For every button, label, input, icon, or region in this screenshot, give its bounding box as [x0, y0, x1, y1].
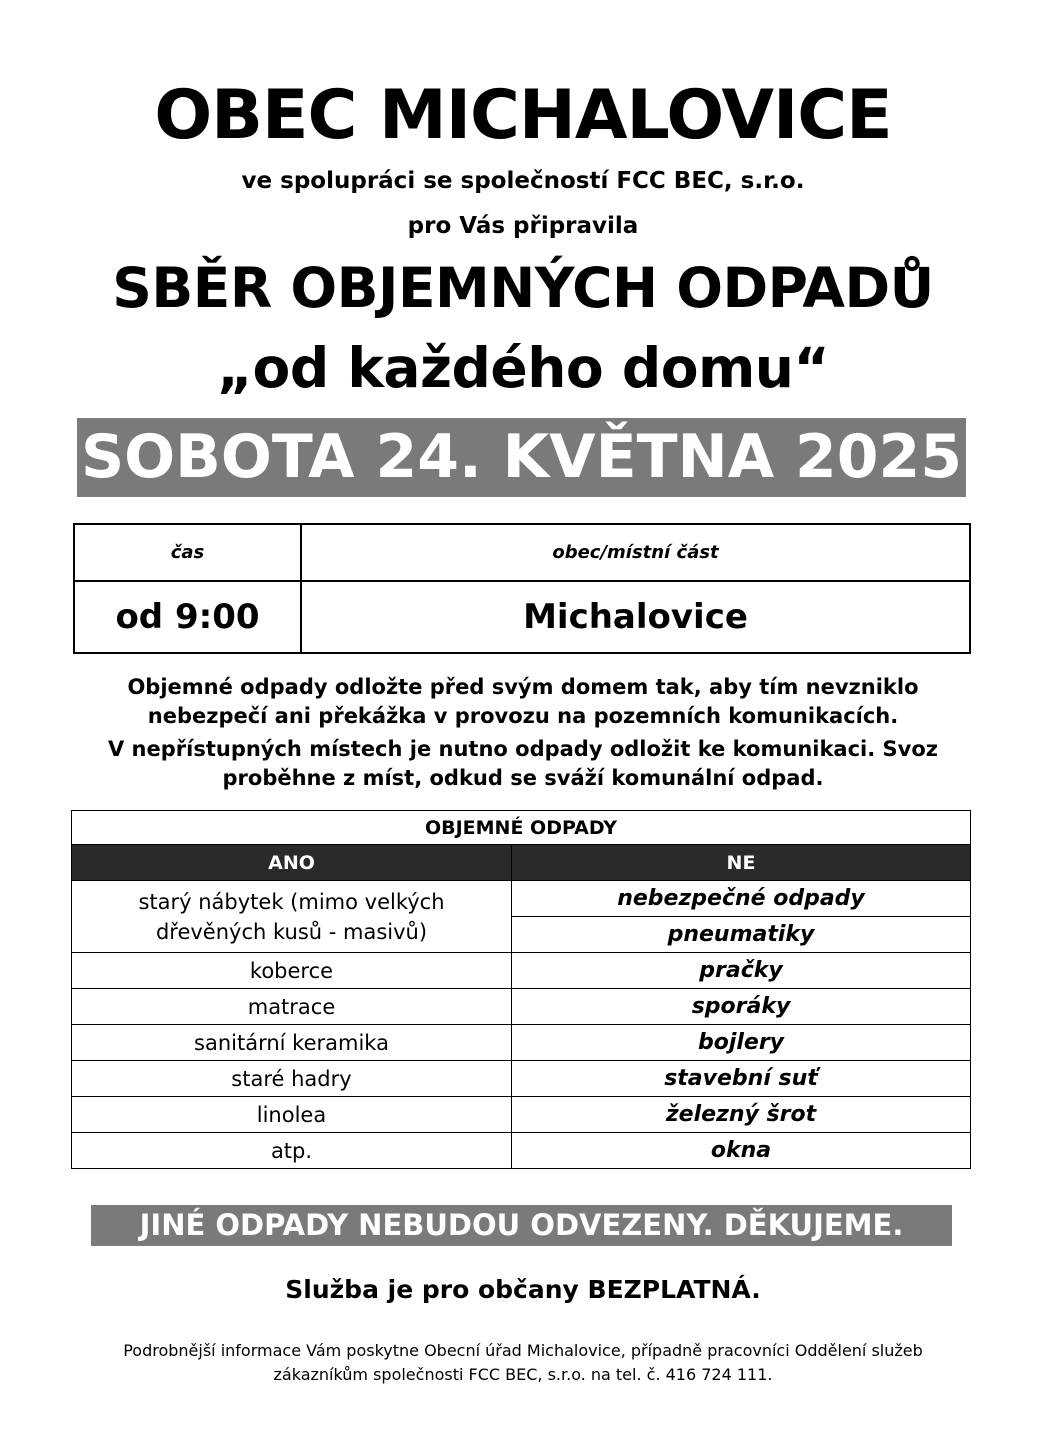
instruction-line: V nepřístupných místech je nutno odpady odložit ke komunikaci. Svoz [107, 737, 938, 761]
headline-quote: „od každého domu“ [216, 336, 830, 400]
footer-line: zákazníkům společnosti FCC BEC, s.r.o. na tel. č. 416 724 111. [273, 1365, 773, 1384]
yes-item-line: dřevěných kusů - masivů) [155, 919, 428, 944]
page-title: OBEC MICHALOVICE [154, 76, 892, 155]
footer-line: Podrobnější informace Vám poskytne Obecní úřad Michalovice, případně pracovníci Oddělení služeb [123, 1341, 923, 1360]
schedule-value-row [74, 581, 970, 653]
no-item: bojlery [512, 1025, 971, 1061]
no-item: nebezpečné odpady [512, 881, 971, 917]
instruction-paragraph-1 [0, 673, 1046, 731]
waste-table-caption-row [72, 811, 971, 845]
table-row [72, 1025, 971, 1061]
headline: SBĚR OBJEMNÝCH ODPADŮ [112, 256, 934, 320]
no-item: sporáky [512, 989, 971, 1025]
subtitle-partner: ve spolupráci se společností FCC BEC, s.r.o. [241, 168, 805, 194]
instruction-line: proběhne z míst, odkud se sváží komunální odpad. [222, 766, 824, 790]
date-banner: SOBOTA 24. KVĚTNA 2025 [77, 418, 966, 497]
col-no-header: NE [512, 845, 971, 881]
instruction-line: Objemné odpady odložte před svým domem tak, aby tím nevzniklo [127, 675, 919, 699]
waste-table-header-row [72, 845, 971, 881]
schedule-col-time: čas [74, 524, 301, 581]
no-item: pračky [512, 953, 971, 989]
yes-item: matrace [72, 989, 512, 1025]
footer-info [60, 1339, 986, 1387]
table-row [72, 1061, 971, 1097]
waste-table [71, 810, 971, 1169]
free-service-note: Služba je pro občany BEZPLATNÁ. [285, 1275, 761, 1304]
no-item: stavební suť [512, 1061, 971, 1097]
table-row [72, 1097, 971, 1133]
schedule-col-place: obec/místní část [301, 524, 970, 581]
table-row [72, 989, 971, 1025]
yes-item: linolea [72, 1097, 512, 1133]
schedule-place: Michalovice [301, 581, 970, 653]
table-row [72, 881, 971, 917]
schedule-table [73, 523, 971, 654]
waste-table-caption: OBJEMNÉ ODPADY [72, 811, 971, 845]
yes-item: sanitární keramika [72, 1025, 512, 1061]
no-item: železný šrot [512, 1097, 971, 1133]
col-yes-header: ANO [72, 845, 512, 881]
schedule-time: od 9:00 [74, 581, 301, 653]
table-row [72, 1133, 971, 1169]
subtitle-prepared: pro Vás připravila [407, 213, 639, 239]
yes-item: atp. [72, 1133, 512, 1169]
yes-item [72, 881, 512, 953]
no-item: okna [512, 1133, 971, 1169]
table-row [72, 953, 971, 989]
notice-banner: JINÉ ODPADY NEBUDOU ODVEZENY. DĚKUJEME. [91, 1205, 952, 1246]
instruction-paragraph-2 [0, 735, 1046, 793]
yes-item-line: starý nábytek (mimo velkých [138, 889, 445, 914]
instruction-line: nebezpečí ani překážka v provozu na pozemních komunikacích. [147, 704, 899, 728]
schedule-header-row [74, 524, 970, 581]
yes-item: staré hadry [72, 1061, 512, 1097]
yes-item: koberce [72, 953, 512, 989]
no-item: pneumatiky [512, 917, 971, 953]
